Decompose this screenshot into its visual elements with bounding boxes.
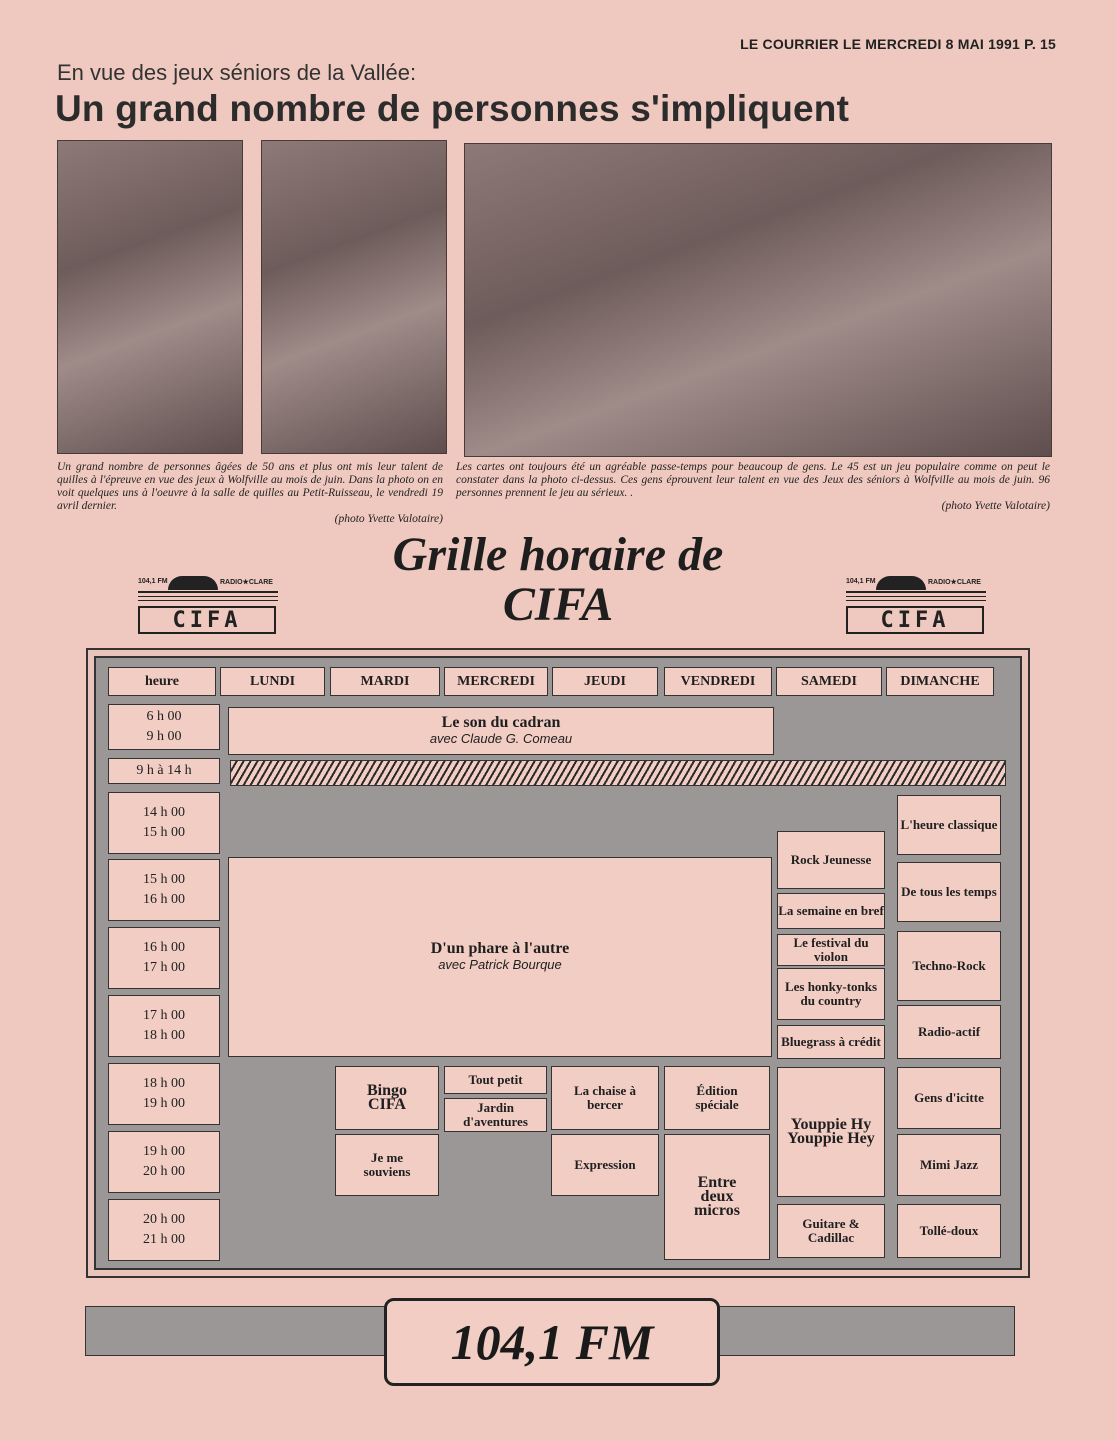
cifa-logo-left xyxy=(138,576,278,636)
time-start: 16 h 00 xyxy=(143,940,185,955)
masthead: LE COURRIER LE MERCREDI 8 MAI 1991 P. 15 xyxy=(740,36,1056,52)
show-guitare-cadillac: Guitare & Cadillac xyxy=(777,1204,885,1258)
show-expression: Expression xyxy=(551,1134,659,1196)
bowling-photo-2 xyxy=(261,140,447,454)
grille-title xyxy=(300,530,816,630)
time-slot xyxy=(108,758,220,784)
time-end: 17 h 00 xyxy=(143,960,185,975)
show-title: D'un phare à l'autre xyxy=(430,940,570,957)
time-start: 17 h 00 xyxy=(143,1008,185,1023)
show-techno-rock: Techno-Rock xyxy=(897,931,1001,1001)
caption-left-credit: (photo Yvette Valotaire) xyxy=(334,513,443,525)
show-rock-jeunesse: Rock Jeunesse xyxy=(777,831,885,889)
time-end: 21 h 00 xyxy=(143,1232,185,1247)
header-samedi: SAMEDI xyxy=(776,667,882,696)
show-heure-classique: L'heure classique xyxy=(897,795,1001,855)
show-bingo: Bingo CIFA xyxy=(335,1066,439,1130)
show-youppie: Youppie Hy Youppie Hey xyxy=(777,1067,885,1197)
show-mimi-jazz: Mimi Jazz xyxy=(897,1134,1001,1196)
caption-left xyxy=(57,461,443,526)
header-mardi: MARDI xyxy=(330,667,440,696)
logo-station: RADIO★CLARE xyxy=(220,579,273,586)
show-tout-petit: Tout petit xyxy=(444,1066,547,1094)
time-start: 14 h 00 xyxy=(143,805,185,820)
show-host: avec Patrick Bourque xyxy=(438,957,562,972)
kicker: En vue des jeux séniors de la Vallée: xyxy=(57,60,417,85)
time-slot xyxy=(108,995,220,1057)
logo-wordmark: CIFA xyxy=(846,606,984,634)
show-tolle-doux: Tollé-doux xyxy=(897,1204,1001,1258)
time-slot xyxy=(108,1063,220,1125)
time-start: 15 h 00 xyxy=(143,872,185,887)
show-radio-actif: Radio-actif xyxy=(897,1005,1001,1059)
show-entre-deux-micros: Entre deux micros xyxy=(664,1134,770,1260)
hatched-band xyxy=(230,760,1006,786)
header-mercredi: MERCREDI xyxy=(444,667,548,696)
logo-station: RADIO★CLARE xyxy=(928,579,981,586)
show-edition-speciale: Édition spéciale xyxy=(664,1066,770,1130)
caption-left-text: Un grand nombre de personnes âgées de 50 ans et plus ont mis leur talent de quilles à l'épreuve en vue des jeux à Wolfville au mois de juin. Dans la photo on en voit quelques uns à l'oeuvre à la salle de quilles au Petit-Ruisseau, le vendredi 19 avril dernier. xyxy=(57,461,443,512)
caption-right-text: Les cartes ont toujours été un agréable passe-temps pour beaucoup de gens. Le 45 est un jeu populaire comme on peut le constater dans la photo ci-dessus. Ces gens éprouvent leur talent en vue des Jeux des séniors à Wolfville au mois de juin. 96 personnes prennent le jeu au sérieux. . xyxy=(456,461,1050,499)
show-jardin: Jardin d'aventures xyxy=(444,1098,547,1132)
show-phare xyxy=(228,857,772,1057)
show-title: Le son du cadran xyxy=(441,714,561,731)
time-slot xyxy=(108,927,220,989)
cifa-logo-right xyxy=(846,576,986,636)
grille-title-line2: CIFA xyxy=(502,578,614,631)
bowling-photo-1 xyxy=(57,140,243,454)
header-dimanche: DIMANCHE xyxy=(886,667,994,696)
time-end: 18 h 00 xyxy=(143,1028,185,1043)
time-range: 9 h à 14 h xyxy=(136,763,192,778)
time-end: 16 h 00 xyxy=(143,892,185,907)
time-start: 18 h 00 xyxy=(143,1076,185,1091)
time-slot xyxy=(108,792,220,854)
show-gens-dicitte: Gens d'icitte xyxy=(897,1067,1001,1129)
show-chaise: La chaise à bercer xyxy=(551,1066,659,1130)
logo-freq: 104,1 FM xyxy=(846,578,876,585)
sun-icon xyxy=(876,576,926,590)
frequency-banner: 104,1 FM xyxy=(384,1298,720,1386)
show-je-me-souviens: Je me souviens xyxy=(335,1134,439,1196)
caption-right xyxy=(456,461,1050,513)
show-semaine-en-bref: La semaine en bref xyxy=(777,893,885,929)
caption-right-credit: (photo Yvette Valotaire) xyxy=(941,500,1050,512)
logo-wordmark: CIFA xyxy=(138,606,276,634)
logo-stripe xyxy=(138,600,278,601)
time-end: 20 h 00 xyxy=(143,1164,185,1179)
show-festival-violon: Le festival du violon xyxy=(777,934,885,966)
show-host: avec Claude G. Comeau xyxy=(429,731,573,746)
header-jeudi: JEUDI xyxy=(552,667,658,696)
time-start: 6 h 00 xyxy=(146,709,182,724)
sun-icon xyxy=(168,576,218,590)
time-end: 15 h 00 xyxy=(143,825,185,840)
header-vendredi: VENDREDI xyxy=(664,667,772,696)
header-heure: heure xyxy=(108,667,216,696)
time-end: 9 h 00 xyxy=(146,729,182,744)
logo-stripe xyxy=(138,596,278,597)
headline: Un grand nombre de personnes s'impliquent xyxy=(55,88,850,129)
time-slot xyxy=(108,704,220,750)
header-lundi: LUNDI xyxy=(220,667,325,696)
time-slot xyxy=(108,1199,220,1261)
time-slot xyxy=(108,1131,220,1193)
show-son-du-cadran xyxy=(228,707,774,755)
time-end: 19 h 00 xyxy=(143,1096,185,1111)
cards-photo xyxy=(464,143,1052,457)
show-tous-les-temps: De tous les temps xyxy=(897,862,1001,922)
show-honky-tonks: Les honky-tonks du country xyxy=(777,968,885,1020)
logo-stripe xyxy=(138,591,278,593)
logo-stripe xyxy=(846,591,986,593)
show-bluegrass: Bluegrass à crédit xyxy=(777,1025,885,1059)
time-start: 19 h 00 xyxy=(143,1144,185,1159)
logo-stripe xyxy=(846,600,986,601)
logo-stripe xyxy=(846,596,986,597)
logo-freq: 104,1 FM xyxy=(138,578,168,585)
time-start: 20 h 00 xyxy=(143,1212,185,1227)
time-slot xyxy=(108,859,220,921)
grille-title-line1: Grille horaire de xyxy=(392,528,724,581)
